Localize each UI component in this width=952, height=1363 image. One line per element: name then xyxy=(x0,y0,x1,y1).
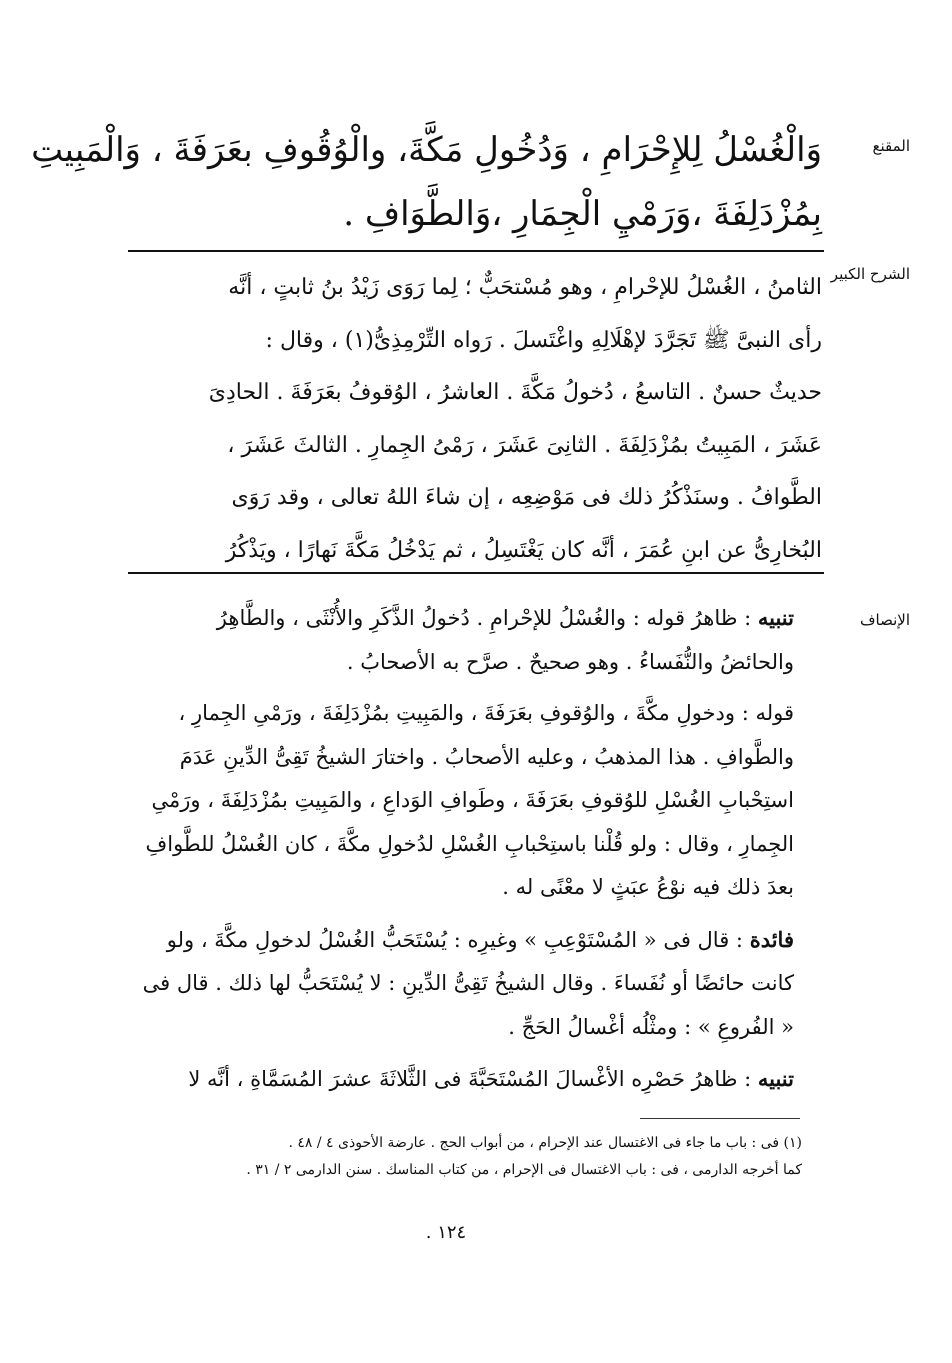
insaf-line: بعدَ ذلك فيه نوْعُ عبَثٍ لا معْنًى له . xyxy=(502,875,794,899)
insaf-paragraph xyxy=(130,596,822,684)
insaf-line: قوله : ودخولِ مكَّةَ ، والوُقوفِ بعَرَفَةَ ، والمَبِيتِ بمُزْدَلِفَةَ ، ورَمْىِ الجِمارِ ، xyxy=(178,701,794,725)
sharh-line: الثامنُ ، الغُسْلُ للإحْرامِ ، وهو مُسْتحَبٌّ ؛ لِما رَوَى زَيْدُ بنُ ثابتٍ ، أنَّه xyxy=(228,275,822,300)
footnote: (١) فى : باب ما جاء فى الاغتسال عند الإحرام ، من أبواب الحج . عارضة الأحوذى ٤ / ٤٨ . xyxy=(288,1135,802,1151)
footnote-divider xyxy=(640,1118,800,1119)
insaf-text xyxy=(130,596,822,1102)
insaf-line: والحائضُ والنُّفَساءُ . وهو صحيحٌ . صرَّح به الأصحابُ . xyxy=(346,649,794,674)
muqni-line: وَالْغُسْلُ لِلإِحْرَامِ ، وَدُخُولِ مَكَّةَ، والْوُقُوفِ بعَرَفَةَ ، وَالْمَبِيتِ xyxy=(31,130,822,170)
insaf-line: : قال فى « المُسْتَوْعِبِ » وغيرِه : يُسْتَحَبُّ الغُسْلُ لدخولِ مكَّةَ ، ولو xyxy=(166,927,743,952)
muqni-text xyxy=(31,118,822,246)
muqni-label: المقنع xyxy=(872,137,910,155)
insaf-label: الإنصاف xyxy=(859,611,910,629)
page-number: ١٢٤ . xyxy=(425,1222,467,1243)
sharh-line: البُخارِىُّ عن ابنِ عُمَرَ ، أنَّه كان يَغْتَسِلُ ، ثم يَدْخُلُ مَكَّةَ نَهارًا ، ويَذْكُرُ xyxy=(225,537,822,563)
sharh-line: عَشَرَ ، المَبِيتُ بمُزْدَلِفَةَ . الثانِىَ عَشَرَ ، رَمْىُ الجِمارِ . الثالثَ عَشَرَ ، xyxy=(227,432,822,458)
insaf-paragraph xyxy=(130,1057,822,1102)
sharh-text xyxy=(130,262,822,577)
insaf-line: الجِمارِ ، وقال : ولو قُلْنا باستِحْبابِ الغُسْلِ لدُخولِ مكَّةَ ، كان الغُسْلُ للطَّوافِ xyxy=(145,831,794,856)
insaf-line: والطَّوافِ . هذا المذهبُ ، وعليه الأصحابُ . واختارَ الشيخُ تَقِىُّ الدِّينِ عَدَمَ xyxy=(179,744,794,769)
paragraph-lead: تنبيه xyxy=(757,605,794,630)
section-divider xyxy=(128,572,824,574)
insaf-paragraph xyxy=(130,692,822,910)
sharh-label: الشرح الكبير xyxy=(830,265,910,283)
section-divider xyxy=(128,250,824,252)
paragraph-lead: فائدة xyxy=(749,926,794,952)
footnotes xyxy=(140,1130,802,1184)
sharh-line: حديثٌ حسنٌ . التاسعُ ، دُخولُ مَكَّةَ . العاشرُ ، الوُقوفُ بعَرَفَةَ . الحادِىَ xyxy=(208,380,822,405)
sharh-line: رأى النبىَّ ﷺ تَجَرَّدَ لإهْلَالِهِ واغْتَسلَ . رَواه التِّرْمِذِىُّ(١) ، وقال : xyxy=(265,327,822,353)
insaf-line: كانت حائضًا أو نُفَساءَ . وقال الشيخُ تَقِىُّ الدِّينِ : لا يُسْتَحَبُّ لها ذلك . قال فى xyxy=(142,971,794,995)
footnote: كما أخرجه الدارمى ، فى : باب الاغتسال فى الإحرام ، من كتاب المناسك . سنن الدارمى ٢ / ٣١ . xyxy=(246,1162,802,1178)
muqni-section xyxy=(0,118,952,238)
insaf-line: : ظاهرُ قوله : والغُسْلُ للإحْرامِ . دُخولُ الذَّكَرِ والأُنْثَى ، والطَّاهِرُ xyxy=(216,606,752,630)
paragraph-lead: تنبيه xyxy=(757,1066,794,1091)
insaf-paragraph xyxy=(130,918,822,1050)
sharh-line: الطَّوافُ . وسنَذْكُرُ ذلك فى مَوْضِعِه ، إن شاءَ اللهُ تعالى ، وقد رَوَى xyxy=(231,485,822,510)
muqni-line: بِمُزْدَلِفَةَ ،وَرَمْيِ الْجِمَارِ ،وَالطَّوَافِ . xyxy=(343,194,822,234)
sharh-section xyxy=(0,258,952,568)
insaf-line: : ظاهرُ حَصْرِه الأغْسالَ المُسْتَحَبَّةَ فى الثَّلاثَةَ عشرَ المُسَمَّاةِ ، أنَّه لا xyxy=(188,1067,752,1091)
insaf-line: « الفُروعِ » : ومثْلُه أغْسالُ الحَجِّ . xyxy=(508,1014,794,1039)
insaf-line: استِحْبابِ الغُسْلِ للوُقوفِ بعَرَفَةَ ، وطَوافِ الوَداعِ ، والمَبِيتِ بمُزْدَلِفَةَ ، ورَمْىِ xyxy=(151,788,794,812)
insaf-section xyxy=(0,588,952,1091)
